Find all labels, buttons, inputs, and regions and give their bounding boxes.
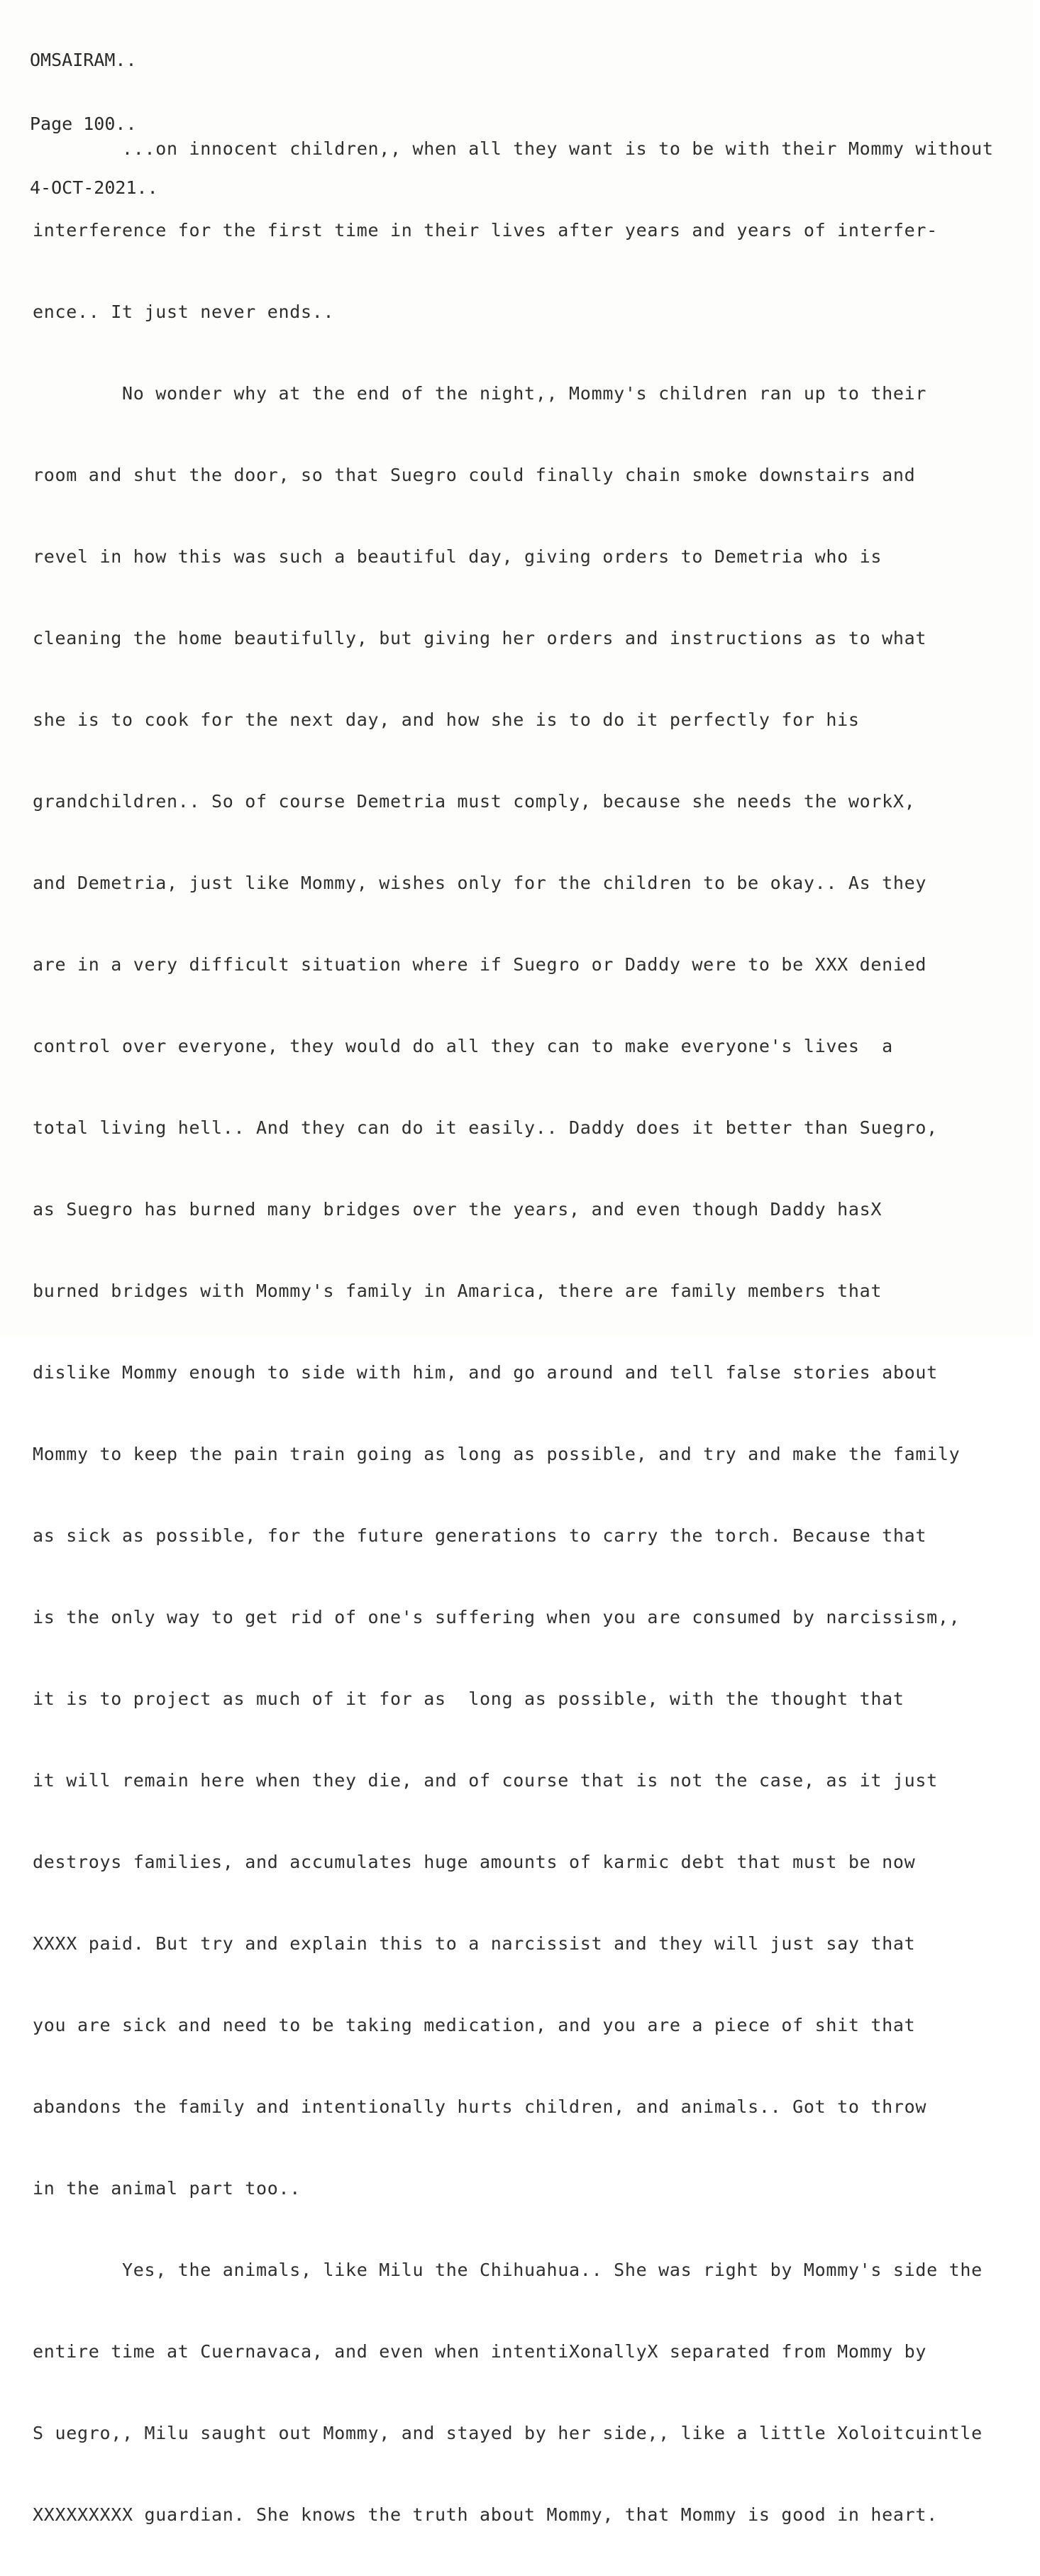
- text-line: No wonder why at the end of the night,, Mommy's children ran up to their: [33, 383, 927, 404]
- text-line: destroys families, and accumulates huge amounts of karmic debt that must be now: [33, 1852, 916, 1872]
- text-line: ence.. It just never ends..: [33, 302, 335, 322]
- text-line: as Suegro has burned many bridges over the years, and even though Daddy hasX: [33, 1199, 883, 1220]
- page-number: Page 100..: [30, 114, 137, 134]
- text-line: dislike Mommy enough to side with him, and go around and tell false stories about: [33, 1362, 938, 1383]
- text-line: XXXX paid. But try and explain this to a narcissist and they will just say that: [33, 1933, 916, 1954]
- text-line: are in a very difficult situation where if Suegro or Daddy were to be XXX denied: [33, 954, 927, 975]
- text-line: total living hell.. And they can do it easily.. Daddy does it better than Suegro,: [33, 1117, 938, 1138]
- text-line: XXXXXXXXX guardian. She knows the truth about Mommy, that Mommy is good in heart.: [33, 2504, 938, 2525]
- text-line: interference for the first time in their lives after years and years of interfer-: [33, 220, 938, 241]
- text-line: and Demetria, just like Mommy, wishes only for the children to be okay.. As they: [33, 873, 927, 893]
- text-line: it is to project as much of it for as long as possible, with the thought that: [33, 1688, 905, 1709]
- text-line: burned bridges with Mommy's family in Amarica, there are family members that: [33, 1281, 883, 1301]
- text-line: abandons the family and intentionally hurts children, and animals.. Got to throw: [33, 2096, 927, 2117]
- text-line: room and shut the door, so that Suegro could finally chain smoke downstairs and: [33, 465, 916, 485]
- body-text: [33, 87, 1040, 2576]
- text-line: she is to cook for the next day, and how she is to do it perfectly for his: [33, 709, 860, 730]
- text-line: as sick as possible, for the future generations to carry the torch. Because that: [33, 1525, 927, 1546]
- header-title: OMSAIRAM..: [30, 50, 137, 70]
- text-line: ...on innocent children,, when all they want is to be with their Mommy without: [33, 138, 994, 159]
- text-line: S uegro,, Milu saught out Mommy, and stayed by her side,, like a little Xoloitcuintle: [33, 2423, 983, 2443]
- text-line: it will remain here when they die, and of course that is not the case, as it just: [33, 1770, 938, 1791]
- text-line: control over everyone, they would do all they can to make everyone's lives a: [33, 1036, 893, 1056]
- page-date: 4-OCT-2021..: [30, 177, 158, 198]
- text-line: revel in how this was such a beautiful day, giving orders to Demetria who is: [33, 546, 883, 567]
- text-line: grandchildren.. So of course Demetria must comply, because she needs the workX,: [33, 791, 916, 812]
- text-line: entire time at Cuernavaca, and even when intentiXonallyX separated from Mommy by: [33, 2341, 927, 2362]
- text-line: cleaning the home beautifully, but giving her orders and instructions as to what: [33, 628, 927, 648]
- text-line: is the only way to get rid of one's suffering when you are consumed by narcissism,,: [33, 1607, 961, 1627]
- text-line: in the animal part too..: [33, 2178, 302, 2199]
- text-line: Mommy to keep the pain train going as long as possible, and try and make the family: [33, 1444, 961, 1464]
- text-line: you are sick and need to be taking medication, and you are a piece of shit that: [33, 2015, 916, 2035]
- text-line: Yes, the animals, like Milu the Chihuahua.. She was right by Mommy's side the: [33, 2260, 983, 2280]
